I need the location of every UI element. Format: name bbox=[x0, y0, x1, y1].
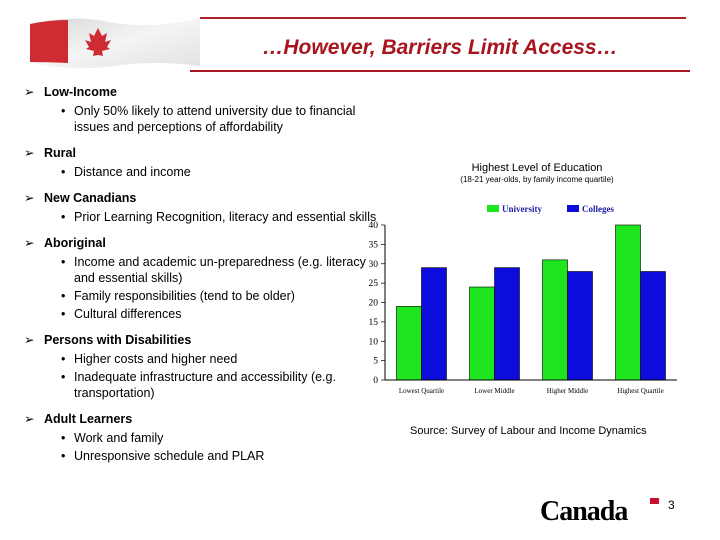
barrier-heading bbox=[20, 332, 390, 349]
y-tick-label: 20 bbox=[368, 298, 378, 309]
arrow-bullet-icon: ➢ bbox=[24, 146, 35, 160]
barrier-point bbox=[20, 369, 390, 401]
point-text: Work and family bbox=[74, 431, 164, 445]
barrier-group bbox=[20, 190, 390, 225]
legend-label: University bbox=[502, 204, 542, 214]
barrier-heading bbox=[20, 235, 390, 252]
point-text: Higher costs and higher need bbox=[74, 352, 238, 366]
y-tick-label: 25 bbox=[368, 279, 378, 290]
point-text: Cultural differences bbox=[74, 307, 182, 321]
barrier-list bbox=[20, 84, 390, 474]
bar-colleges bbox=[568, 272, 593, 381]
arrow-bullet-icon: ➢ bbox=[24, 333, 35, 347]
y-tick-label: 30 bbox=[368, 259, 378, 270]
barrier-heading bbox=[20, 411, 390, 428]
point-text: Unresponsive schedule and PLAR bbox=[74, 449, 265, 463]
point-text: Prior Learning Recognition, literacy and essential skills bbox=[74, 210, 377, 224]
barrier-group bbox=[20, 332, 390, 401]
bar-university bbox=[543, 260, 568, 380]
y-tick-label: 0 bbox=[373, 376, 378, 386]
bullet-dot-icon: • bbox=[61, 210, 66, 224]
bullet-dot-icon: • bbox=[61, 431, 66, 445]
arrow-bullet-icon: ➢ bbox=[24, 236, 35, 250]
page-number: 3 bbox=[668, 498, 675, 512]
heading-text: Adult Learners bbox=[44, 412, 133, 426]
barrier-point bbox=[20, 448, 390, 464]
heading-text: Rural bbox=[44, 146, 76, 160]
chart-subtitle: (18-21 year-olds, by family income quartile) bbox=[460, 175, 614, 184]
point-text: Inadequate infrastructure and accessibility (e.g. transportation) bbox=[74, 370, 336, 400]
barrier-group bbox=[20, 84, 390, 135]
barrier-point bbox=[20, 430, 390, 446]
bar-university bbox=[470, 287, 495, 380]
legend-swatch bbox=[567, 205, 579, 212]
heading-text: New Canadians bbox=[44, 191, 137, 205]
bullet-dot-icon: • bbox=[61, 289, 66, 303]
arrow-bullet-icon: ➢ bbox=[24, 191, 35, 205]
arrow-bullet-icon: ➢ bbox=[24, 85, 35, 99]
bullet-dot-icon: • bbox=[61, 352, 66, 366]
arrow-bullet-icon: ➢ bbox=[24, 412, 35, 426]
barrier-heading bbox=[20, 190, 390, 207]
bullet-dot-icon: • bbox=[61, 104, 66, 118]
point-text: Only 50% likely to attend university due to financial issues and perceptions of affordability bbox=[74, 104, 356, 134]
education-bar-chart bbox=[362, 196, 692, 401]
legend-label: Colleges bbox=[582, 204, 614, 214]
point-text: Family responsibilities (tend to be older) bbox=[74, 289, 295, 303]
barrier-point bbox=[20, 288, 390, 304]
barrier-point bbox=[20, 351, 390, 367]
barrier-group bbox=[20, 411, 390, 464]
source-note: Source: Survey of Labour and Income Dynamics bbox=[410, 425, 647, 437]
canada-wordmark: Canada bbox=[540, 496, 628, 527]
bullet-dot-icon: • bbox=[61, 307, 66, 321]
heading-text: Low-Income bbox=[44, 85, 117, 99]
barrier-point bbox=[20, 164, 390, 180]
heading-text: Aboriginal bbox=[44, 236, 106, 250]
barrier-group bbox=[20, 235, 390, 322]
point-text: Distance and income bbox=[74, 165, 191, 179]
y-tick-label: 15 bbox=[368, 317, 378, 328]
point-text: Income and academic un-preparedness (e.g. literacy and essential skills) bbox=[74, 255, 366, 285]
canada-flag-icon bbox=[650, 498, 659, 504]
bar-university bbox=[616, 225, 641, 380]
x-tick-label: Higher Middle bbox=[546, 387, 589, 395]
bullet-dot-icon: • bbox=[61, 370, 66, 384]
y-tick-label: 40 bbox=[368, 221, 378, 231]
bar-colleges bbox=[495, 268, 520, 380]
barrier-point bbox=[20, 306, 390, 322]
y-tick-label: 5 bbox=[373, 356, 378, 367]
barrier-heading bbox=[20, 145, 390, 162]
maple-flag-decoration-icon bbox=[30, 10, 200, 70]
heading-text: Persons with Disabilities bbox=[44, 333, 192, 347]
x-tick-label: Lower Middle bbox=[474, 387, 515, 395]
barrier-point bbox=[20, 254, 390, 286]
chart-title: Highest Level of Education bbox=[471, 162, 603, 174]
bar-colleges bbox=[641, 272, 666, 381]
legend-swatch bbox=[487, 205, 499, 212]
x-tick-label: Lowest Quartile bbox=[398, 387, 445, 395]
y-tick-label: 35 bbox=[368, 240, 378, 251]
barrier-point bbox=[20, 103, 390, 135]
barrier-group bbox=[20, 145, 390, 180]
slide-title: …However, Barriers Limit Access… bbox=[262, 36, 618, 59]
bar-colleges bbox=[422, 268, 447, 380]
barrier-heading bbox=[20, 84, 390, 101]
y-tick-label: 10 bbox=[368, 337, 378, 348]
top-rule bbox=[200, 17, 686, 19]
barrier-point bbox=[20, 209, 390, 225]
bullet-dot-icon: • bbox=[61, 255, 66, 269]
bullet-dot-icon: • bbox=[61, 165, 66, 179]
x-tick-label: Highest Quartile bbox=[617, 387, 664, 395]
bullet-dot-icon: • bbox=[61, 449, 66, 463]
title-rule bbox=[190, 70, 690, 72]
bar-university bbox=[397, 306, 422, 380]
